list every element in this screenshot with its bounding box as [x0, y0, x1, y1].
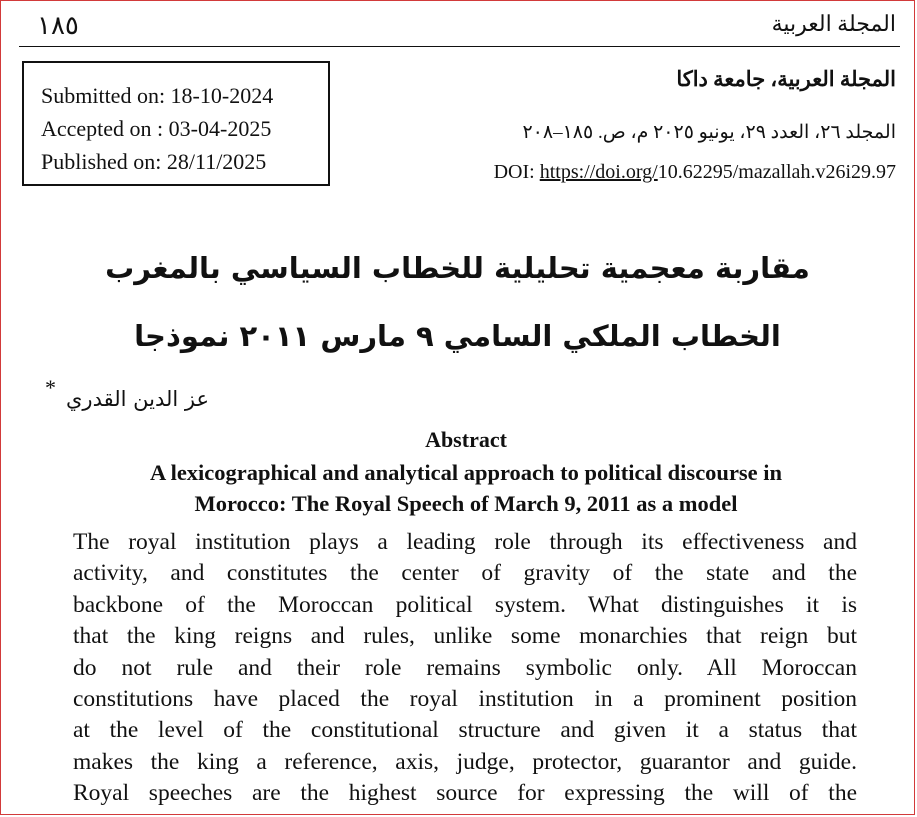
author-footnote-mark[interactable]: *: [45, 375, 56, 400]
english-title-line1: A lexicographical and analytical approach to political discourse in: [149, 460, 783, 485]
abstract-heading: Abstract: [425, 427, 507, 452]
arabic-title-line1: مقاربة معجمية تحليلية للخطاب السياسي بالمغرب: [105, 251, 810, 285]
abstract-line: constitutions have placed the royal institution in a prominent position: [73, 686, 857, 713]
page-number: ١٨٥: [37, 11, 79, 40]
english-title-line2: Morocco: The Royal Speech of March 9, 2011 as a model: [194, 491, 738, 516]
abstract-line: at the level of the constitutional structure and given it a status that: [73, 717, 857, 744]
publisher-line: المجلة العربية، جامعة داكا: [676, 67, 896, 91]
doi-label: DOI:: [493, 161, 540, 183]
submitted-date: Submitted on: 18-10-2024: [41, 83, 274, 108]
journal-name: المجلة العربية: [771, 11, 896, 36]
submission-dates-box: [22, 61, 330, 186]
abstract-line: do not rule and their role remains symbolic only. All Moroccan: [73, 654, 857, 681]
abstract-line: makes the king a reference, axis, judge, protector, guarantor and guide.: [73, 748, 857, 775]
header-divider: [19, 46, 900, 47]
published-date: Published on: 28/11/2025: [41, 149, 267, 174]
abstract-line: that the king reigns and rules, unlike some monarchies that reign but: [73, 623, 857, 650]
abstract-line: The royal institution plays a leading role through its effectiveness and: [73, 529, 857, 555]
author-line: [45, 375, 209, 411]
doi-link[interactable]: https://doi.org/: [539, 161, 658, 183]
accepted-date: Accepted on : 03-04-2025: [41, 116, 272, 141]
doi-line: [494, 161, 896, 184]
abstract-line: Royal speeches are the highest source for expressing the will of the: [73, 780, 857, 807]
abstract-body: [73, 527, 857, 810]
english-title: [1, 457, 917, 519]
abstract-line: activity, and constitutes the center of gravity of the state and the: [73, 560, 857, 587]
issue-info: المجلد ٢٦، العدد ٢٩، يونيو ٢٠٢٥ م، ص. ١٨٥–٢٠٨: [522, 122, 896, 143]
author-name: عز الدين القدري: [66, 387, 210, 411]
abstract-line: backbone of the Moroccan political system. What distinguishes it is: [73, 591, 857, 618]
doi-suffix: 10.62295/mazallah.v26i29.97: [657, 161, 896, 183]
arabic-title-line2: الخطاب الملكي السامي ٩ مارس ٢٠١١ نموذجا: [134, 319, 781, 353]
running-header: [1, 1, 914, 45]
